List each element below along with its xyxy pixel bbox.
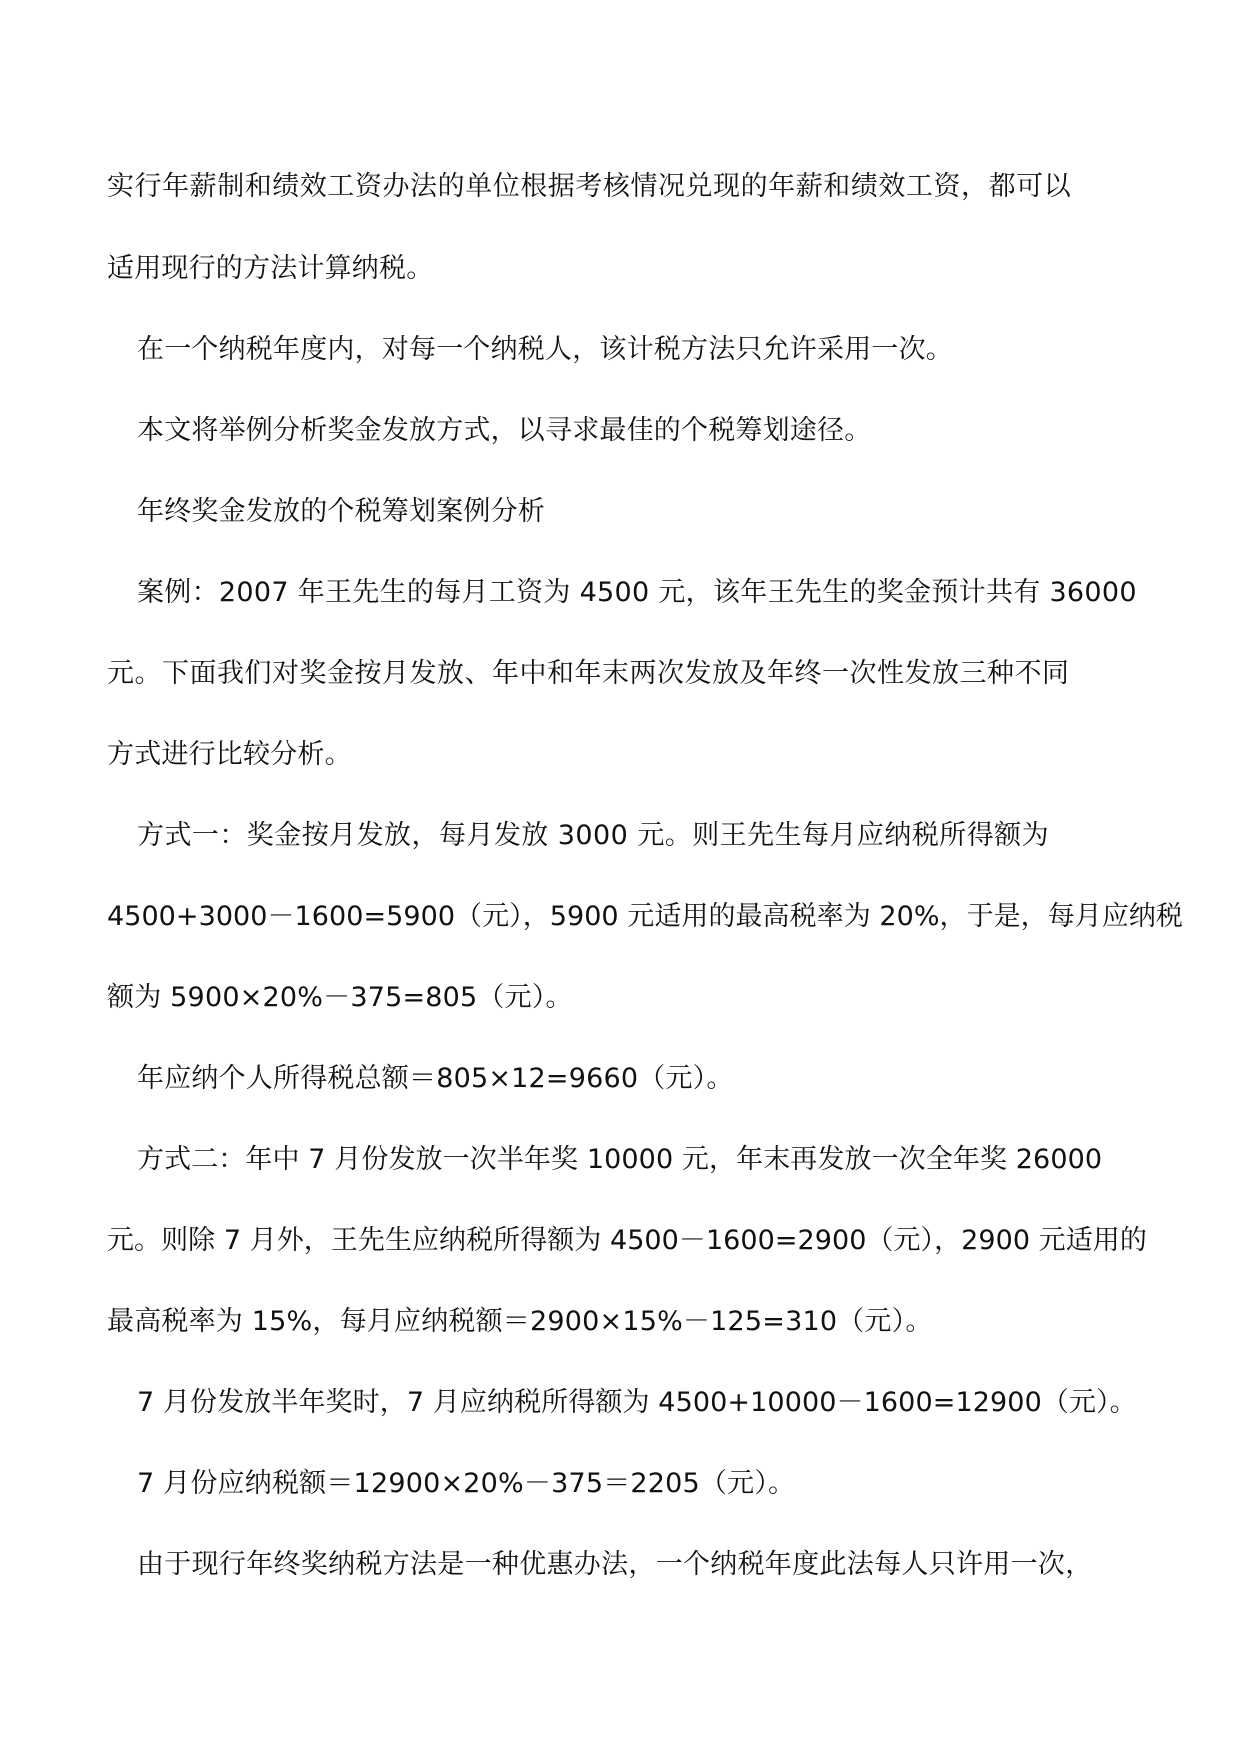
text-line: 本文将举例分析奖金发放方式，以寻求最佳的个税筹划途径。 xyxy=(137,415,872,446)
text-line: 方式进行比较分析。 xyxy=(107,739,352,770)
text-line: 由于现行年终奖纳税方法是一种优惠办法，一个纳税年度此法每人只许用一次， xyxy=(137,1549,1093,1580)
text-line: 4500+3000－1600=5900（元），5900 元适用的最高税率为 20%，于是，每月应纳税 xyxy=(107,901,1183,932)
section-heading: 年终奖金发放的个税筹划案例分析 xyxy=(137,496,545,527)
text-line: 在一个纳税年度内，对每一个纳税人，该计税方法只允许采用一次。 xyxy=(137,334,953,365)
text-line: 7 月份应纳税额＝12900×20%－375＝2205（元）。 xyxy=(137,1468,796,1499)
text-line: 元。则除 7 月外，王先生应纳税所得额为 4500－1600=2900（元），2900 元适用的 xyxy=(107,1225,1147,1256)
text-line: 最高税率为 15%，每月应纳税额＝2900×15%－125=310（元）。 xyxy=(107,1306,933,1337)
text-line: 适用现行的方法计算纳税。 xyxy=(107,253,434,284)
text-line: 案例：2007 年王先生的每月工资为 4500 元，该年王先生的奖金预计共有 36000 xyxy=(137,577,1137,608)
text-line: 7 月份发放半年奖时，7 月应纳税所得额为 4500+10000－1600=12900（元）。 xyxy=(137,1387,1137,1418)
text-line: 方式二：年中 7 月份发放一次半年奖 10000 元，年末再发放一次全年奖 26000 xyxy=(137,1144,1103,1175)
text-line: 实行年薪制和绩效工资办法的单位根据考核情况兑现的年薪和绩效工资，都可以 xyxy=(107,171,1072,202)
text-line: 元。下面我们对奖金按月发放、年中和年末两次发放及年终一次性发放三种不同 xyxy=(107,658,1070,689)
text-line: 方式一：奖金按月发放，每月发放 3000 元。则王先生每月应纳税所得额为 xyxy=(137,820,1050,851)
text-line: 额为 5900×20%－375=805（元）。 xyxy=(107,982,573,1013)
text-line: 年应纳个人所得税总额＝805×12=9660（元）。 xyxy=(137,1063,734,1094)
